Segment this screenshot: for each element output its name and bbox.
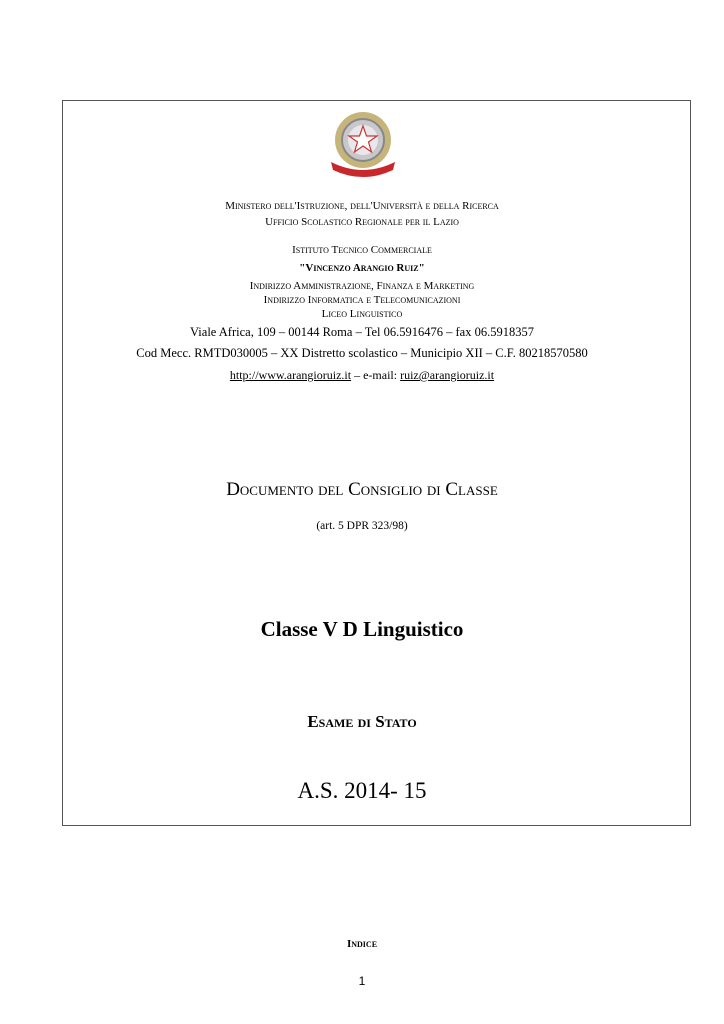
contact-line bbox=[0, 368, 724, 383]
school-year: A.S. 2014- 15 bbox=[297, 778, 427, 803]
track-3: Liceo Linguistico bbox=[321, 308, 403, 320]
website-link[interactable]: http://www.arangioruiz.it bbox=[229, 368, 352, 382]
exam-title: Esame di Stato bbox=[307, 712, 417, 731]
institute-name: "Vincenzo Arangio Ruiz" bbox=[299, 262, 425, 274]
track-1: Indirizzo Amministrazione, Finanza e Marketing bbox=[249, 280, 475, 292]
index-heading: Indice bbox=[346, 938, 378, 950]
email-link[interactable]: ruiz@arangioruiz.it bbox=[400, 368, 495, 382]
legal-reference: (art. 5 DPR 323/98) bbox=[316, 520, 408, 532]
email-label: – e-mail: bbox=[351, 368, 401, 382]
address-line: Viale Africa, 109 – 00144 Roma – Tel 06.5916476 – fax 06.5918357 bbox=[190, 325, 534, 339]
office-line: Ufficio Scolastico Regionale per il Lazio bbox=[265, 216, 459, 228]
ministry-line: Ministero dell'Istruzione, dell'Università e della Ricerca bbox=[225, 200, 499, 212]
institute-type: Istituto Tecnico Commerciale bbox=[292, 244, 432, 256]
track-2: Indirizzo Informatica e Telecomunicazioni bbox=[263, 294, 461, 306]
codes-line: Cod Mecc. RMTD030005 – XX Distretto scolastico – Municipio XII – C.F. 80218570580 bbox=[136, 346, 588, 360]
italian-republic-emblem-icon bbox=[323, 108, 403, 180]
page-number: 1 bbox=[358, 974, 366, 988]
class-title: Classe V D Linguistico bbox=[260, 617, 464, 641]
document-title: Documento del Consiglio di Classe bbox=[226, 479, 498, 500]
